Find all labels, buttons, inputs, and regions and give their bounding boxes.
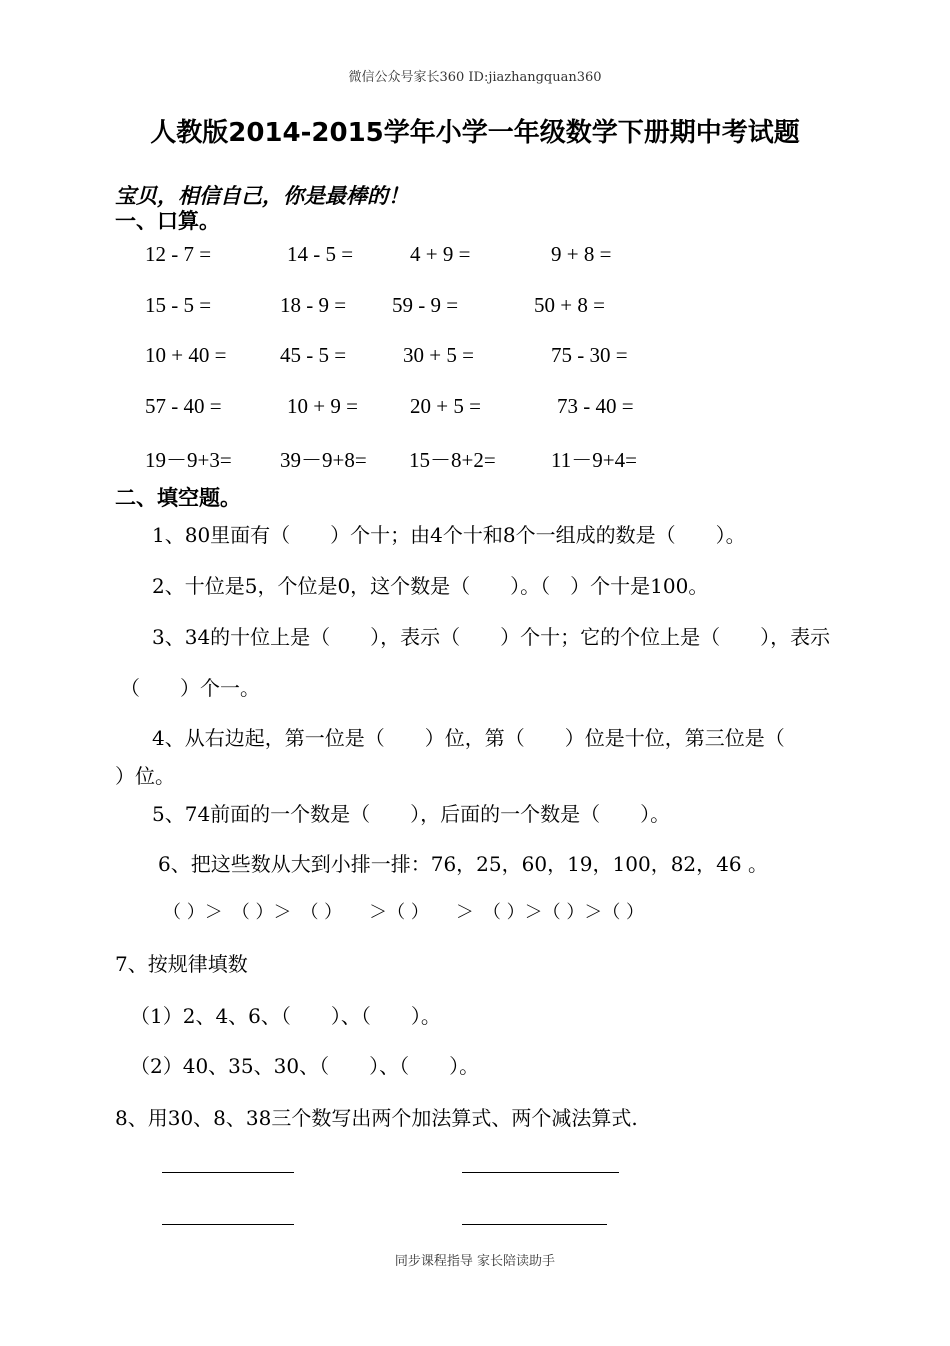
calc-item: 50 + 8 = bbox=[534, 293, 605, 317]
calc-item: 39－9+8= bbox=[280, 448, 367, 472]
question-7-part-2: （2）40、35、30、（ ）、（ ）。 bbox=[130, 1054, 480, 1078]
calc-item: 73 - 40 = bbox=[557, 394, 634, 418]
question-4-line-1: 4、从右边起，第一位是（ ）位，第（ ）位是十位，第三位是（ bbox=[152, 726, 785, 750]
calc-item: 57 - 40 = bbox=[145, 394, 222, 418]
question-3-line-2: （ ）个一。 bbox=[120, 676, 260, 700]
question-6: 6、把这些数从大到小排一排：76，25，60，19，100，82，46 。 bbox=[158, 852, 768, 876]
encouragement-text: 宝贝，相信自己，你是最棒的！ bbox=[115, 184, 409, 208]
page-header: 微信公众号家长360 ID:jiazhangquan360 bbox=[348, 70, 602, 85]
section-heading-oral-calc: 一、口算。 bbox=[115, 209, 220, 233]
calc-item: 12 - 7 = bbox=[145, 242, 212, 266]
page-footer: 同步课程指导 家长陪读助手 bbox=[394, 1254, 556, 1269]
question-3-line-1: 3、34的十位上是（ ），表示（ ）个十；它的个位上是（ ），表示 bbox=[152, 625, 831, 649]
question-5: 5、74前面的一个数是（ ），后面的一个数是（ ）。 bbox=[152, 802, 671, 826]
calc-item: 59 - 9 = bbox=[392, 293, 459, 317]
calc-item: 11－9+4= bbox=[551, 448, 637, 472]
calc-item: 18 - 9 = bbox=[280, 293, 347, 317]
calc-item: 20 + 5 = bbox=[410, 394, 481, 418]
answer-line[interactable] bbox=[162, 1172, 294, 1173]
question-2: 2、十位是5，个位是0，这个数是（ ）。（ ）个十是100。 bbox=[152, 574, 709, 598]
calc-item: 19－9+3= bbox=[145, 448, 232, 472]
answer-line[interactable] bbox=[462, 1224, 607, 1225]
answer-line[interactable] bbox=[162, 1224, 294, 1225]
answer-line[interactable] bbox=[462, 1172, 619, 1173]
calc-item: 4 + 9 = bbox=[410, 242, 471, 266]
question-4-line-2: ）位。 bbox=[115, 764, 175, 788]
question-7: 7、按规律填数 bbox=[115, 952, 248, 976]
calc-item: 45 - 5 = bbox=[280, 343, 347, 367]
section-heading-fill-blanks: 二、填空题。 bbox=[115, 486, 241, 510]
page-title: 人教版2014-2015学年小学一年级数学下册期中考试题 bbox=[150, 118, 800, 148]
calc-item: 10 + 9 = bbox=[287, 394, 358, 418]
calc-item: 30 + 5 = bbox=[403, 343, 474, 367]
question-7-part-1: （1）2、4、6、（ ）、（ ）。 bbox=[130, 1004, 441, 1028]
question-1: 1、80里面有（ ）个十；由4个十和8个一组成的数是（ ）。 bbox=[152, 523, 746, 547]
question-8: 8、用30、8、38三个数写出两个加法算式、两个减法算式. bbox=[115, 1106, 638, 1130]
calc-item: 15 - 5 = bbox=[145, 293, 212, 317]
calc-item: 15－8+2= bbox=[409, 448, 496, 472]
calc-item: 14 - 5 = bbox=[287, 242, 354, 266]
calc-item: 9 + 8 = bbox=[551, 242, 612, 266]
calc-item: 10 + 40 = bbox=[145, 343, 227, 367]
calc-item: 75 - 30 = bbox=[551, 343, 628, 367]
question-6-blanks: （ ）＞ （ ）＞ （ ） ＞（ ） ＞ （ ）＞（ ）＞（ ） bbox=[163, 902, 645, 923]
